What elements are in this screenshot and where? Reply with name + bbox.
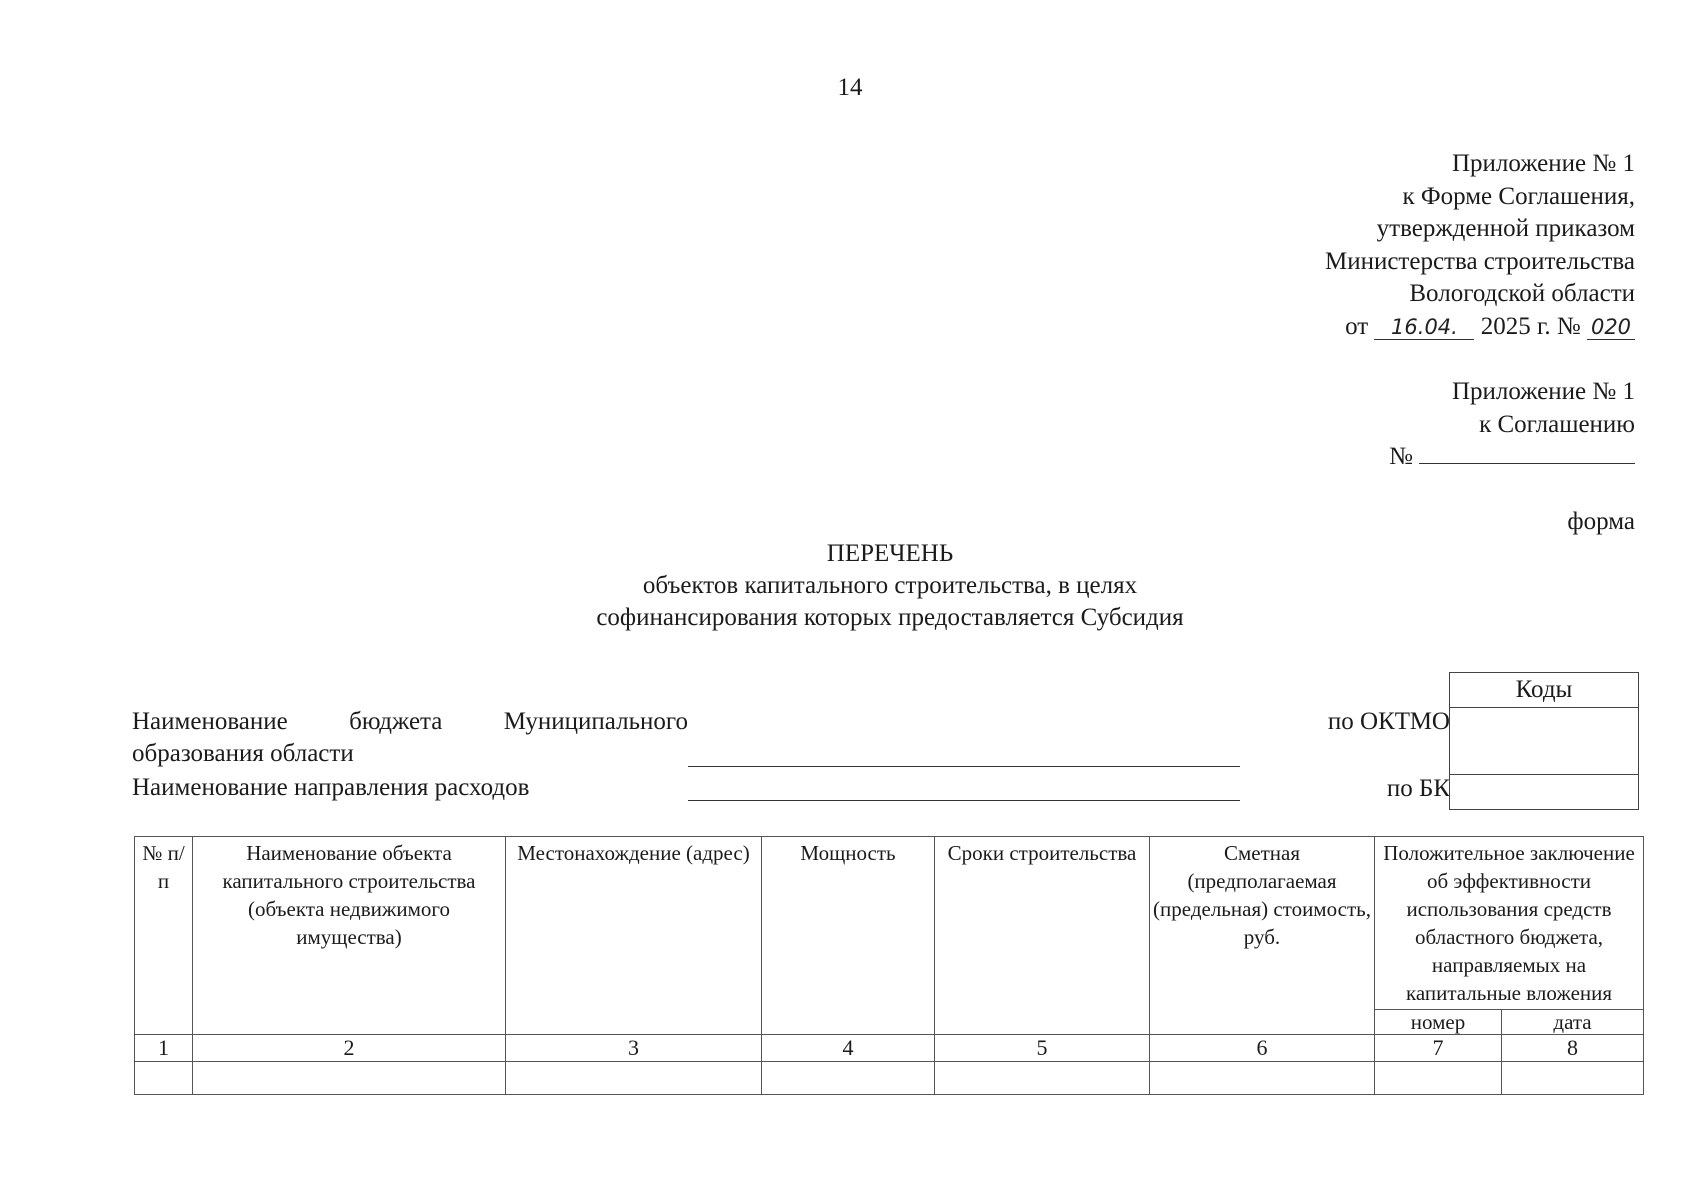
column-number: 2 <box>193 1035 506 1062</box>
header-estimated-cost: Сметная (предполагаемая (предельная) стоимость, руб. <box>1150 837 1375 1035</box>
budget-name-label-line2: образования области <box>132 740 354 767</box>
budget-name-label <box>132 706 688 738</box>
header-construction-period: Сроки строительства <box>935 837 1150 1035</box>
form-label: форма <box>1567 508 1635 535</box>
table-cell <box>1150 1062 1375 1095</box>
budget-name-fill-line <box>688 766 1240 767</box>
appendix-agreement-line: к Соглашению <box>1479 410 1635 438</box>
oktmo-code-cell <box>1450 708 1639 775</box>
appendix-order-line: Министерства строительства <box>1324 247 1635 275</box>
year-text: 2025 г. № <box>1480 312 1581 340</box>
column-number: 5 <box>935 1035 1150 1062</box>
title-subtitle-line: объектов капитального строительства, в целях <box>642 572 1138 599</box>
table-cell <box>135 1062 193 1095</box>
bk-label: по БК <box>1386 775 1450 802</box>
budget-label-word: бюджета <box>349 708 443 735</box>
header-positive-conclusion: Положительное заключение об эффективности использования средств областного бюджета, направляемых на капитальные вложения <box>1375 837 1644 1010</box>
document-title <box>520 538 1260 634</box>
table-cell <box>762 1062 935 1095</box>
header-row-number: № п/п <box>135 837 193 1035</box>
header-capacity: Мощность <box>762 837 935 1035</box>
table-cell <box>1375 1062 1502 1095</box>
agreement-number-line <box>1389 441 1635 474</box>
appendix-order-block <box>1325 148 1635 343</box>
oktmo-label: по ОКТМО <box>1327 708 1450 735</box>
order-date-line <box>1325 311 1635 344</box>
agreement-number-blank <box>1419 441 1635 464</box>
codes-header: Коды <box>1450 673 1639 708</box>
budget-label-word: Наименование <box>132 708 288 735</box>
subheader-date: дата <box>1502 1010 1644 1035</box>
appendix-order-line: к Форме Соглашения, <box>1402 182 1635 210</box>
appendix-agreement-block <box>1389 376 1635 474</box>
appendix-order-line: утвержденной приказом <box>1376 215 1635 242</box>
page-number: 14 <box>837 74 863 101</box>
expense-direction-label: Наименование направления расходов <box>132 774 530 801</box>
header-object-name: Наименование объекта капитального строительства (объекта недвижимого имущества) <box>193 837 506 1035</box>
header-location: Местонахождение (адрес) <box>506 837 762 1035</box>
column-number: 4 <box>762 1035 935 1062</box>
column-number: 7 <box>1375 1035 1502 1062</box>
title-main: ПЕРЕЧЕНЬ <box>826 540 954 567</box>
appendix-agreement-title: Приложение № 1 <box>1451 378 1635 405</box>
table-cell <box>506 1062 762 1095</box>
table-cell <box>193 1062 506 1095</box>
handwritten-date: 16.04. <box>1374 315 1474 340</box>
table-cell <box>935 1062 1150 1095</box>
column-number: 6 <box>1150 1035 1375 1062</box>
table-row <box>135 1062 1644 1095</box>
subheader-number: номер <box>1375 1010 1502 1035</box>
date-prefix: от <box>1345 312 1369 340</box>
column-number: 1 <box>135 1035 193 1062</box>
table-cell <box>1502 1062 1644 1095</box>
number-prefix: № <box>1389 443 1413 470</box>
expense-direction-fill-line <box>688 800 1240 801</box>
handwritten-order-number: 020 <box>1587 315 1635 340</box>
column-number: 8 <box>1502 1035 1644 1062</box>
budget-label-word: Муниципального <box>503 708 688 735</box>
codes-table <box>1449 672 1639 810</box>
appendix-order-line: Вологодской области <box>1409 280 1635 307</box>
column-number: 3 <box>506 1035 762 1062</box>
title-subtitle-line: софинансирования которых предоставляется Субсидия <box>596 604 1184 631</box>
bk-code-cell <box>1450 775 1639 810</box>
objects-table <box>134 836 1644 1095</box>
appendix-order-title: Приложение № 1 <box>1451 150 1635 177</box>
